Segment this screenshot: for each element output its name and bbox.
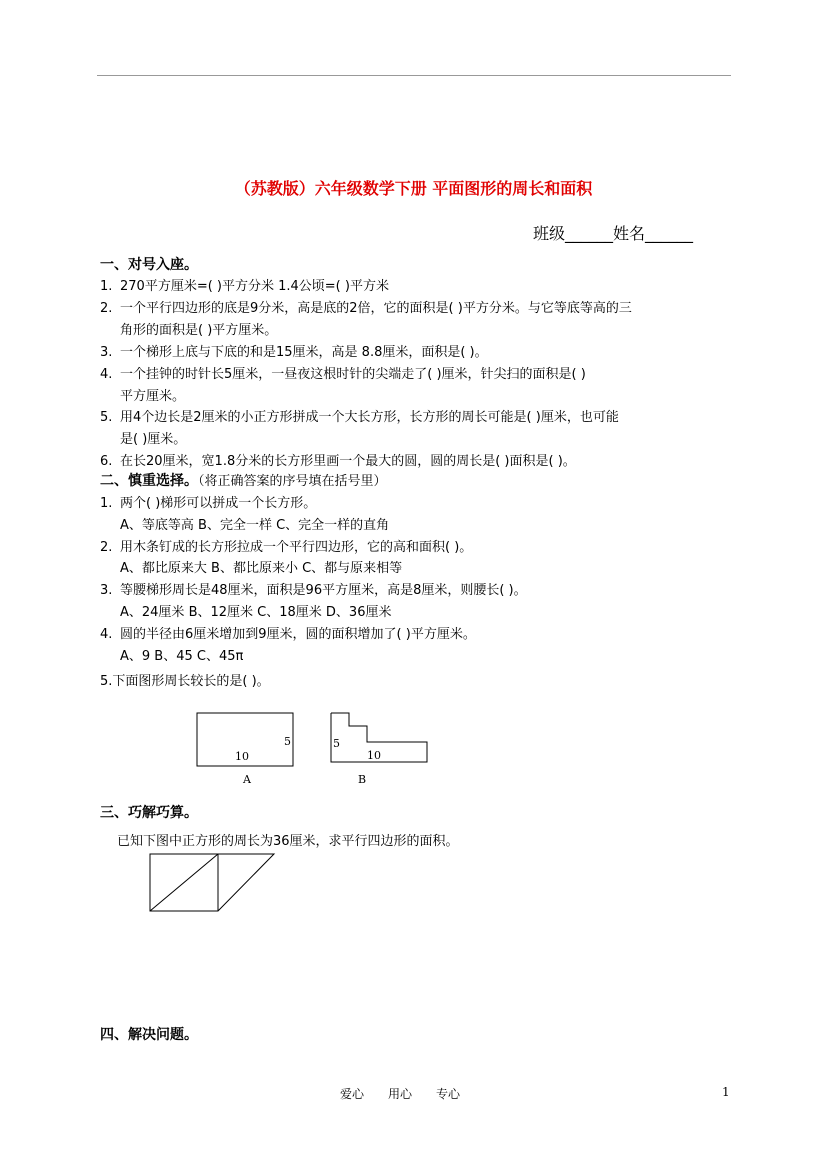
s1-item-1: 1. 270平方厘米=( )平方分米 1.4公顷=( )平方米 [100,279,389,294]
s2-item-4: 4. 圆的半径由6厘米增加到9厘米，圆的面积增加了( )平方厘米。 [100,627,476,642]
page-title: （苏教版）六年级数学下册 平面图形的周长和面积 [234,179,593,198]
figure-a-height-label: 5 [284,735,291,748]
section2-heading-line: 二、慎重选择。（将正确答案的序号填在括号里） [100,473,387,489]
s1-item-5: 5. 用4个边长是2厘米的小正方形拼成一个大长方形，长方形的周长可能是( )厘米，也可能 [100,410,619,425]
s1-item-2: 2. 一个平行四边形的底是9分米，高是底的2倍，它的面积是( )平方分米。与它等底等高的三 [100,301,632,316]
section3-question: 已知下图中正方形的周长为36厘米，求平行四边形的面积。 [117,834,459,849]
s2-item-3: 3. 等腰梯形周长是48厘米，面积是96平方厘米，高是8厘米，则腰长( )。 [100,583,527,598]
figure-b [331,713,427,786]
section1-heading: 一、对号入座。 [100,257,198,273]
s2-item-1-options: A、等底等高 B、完全一样 C、完全一样的直角 [120,518,390,533]
figure-a-width-label: 10 [235,750,249,763]
s2-item-1: 1. 两个( )梯形可以拼成一个长方形。 [100,496,317,511]
s1-item-4-cont: 平方厘米。 [120,389,186,404]
s1-item-6: 6. 在长20厘米，宽1.8分米的长方形里画一个最大的圆，圆的周长是( )面积是( )。 [100,454,576,469]
section3-heading: 三、巧解巧算。 [100,805,198,821]
section4-heading: 四、解决问题。 [100,1027,198,1043]
s2-item-4-options: A、9 B、45 C、45π [120,649,244,664]
s2-item-3-options: A、24厘米 B、12厘米 C、18厘米 D、36厘米 [120,605,392,620]
s2-item-2: 2. 用木条钉成的长方形拉成一个平行四边形，它的高和面积( )。 [100,540,473,555]
s2-item-5: 5.下面图形周长较长的是( )。 [100,674,270,689]
square-diagonal [150,854,218,911]
parallelogram-outline [150,854,274,911]
s2-item-2-options: A、都比原来大 B、都比原来小 C、都与原来相等 [120,561,403,576]
figure-a-label: A [243,773,251,786]
figure-a [197,713,293,786]
s1-item-5-cont: 是( )厘米。 [120,432,187,447]
square-parallelogram-figure [145,850,280,915]
header-rule [97,75,731,76]
page-number: 1 [722,1085,730,1099]
class-name-line: 班级______姓名______ [533,224,694,243]
figure-b-width-label: 10 [367,749,381,762]
s1-item-3: 3. 一个梯形上底与下底的和是15厘米，高是 8.8厘米，面积是( )。 [100,345,488,360]
s1-item-2-cont: 角形的面积是( )平方厘米。 [120,323,278,338]
perimeter-figures [190,705,440,790]
figure-b-height-label: 5 [333,737,340,750]
footer-motto: 爱心 用心 专心 [340,1087,461,1101]
figure-b-label: B [358,773,367,786]
s1-item-4: 4. 一个挂钟的时针长5厘米，一昼夜这根时针的尖端走了( )厘米，针尖扫的面积是( ) [100,367,586,382]
